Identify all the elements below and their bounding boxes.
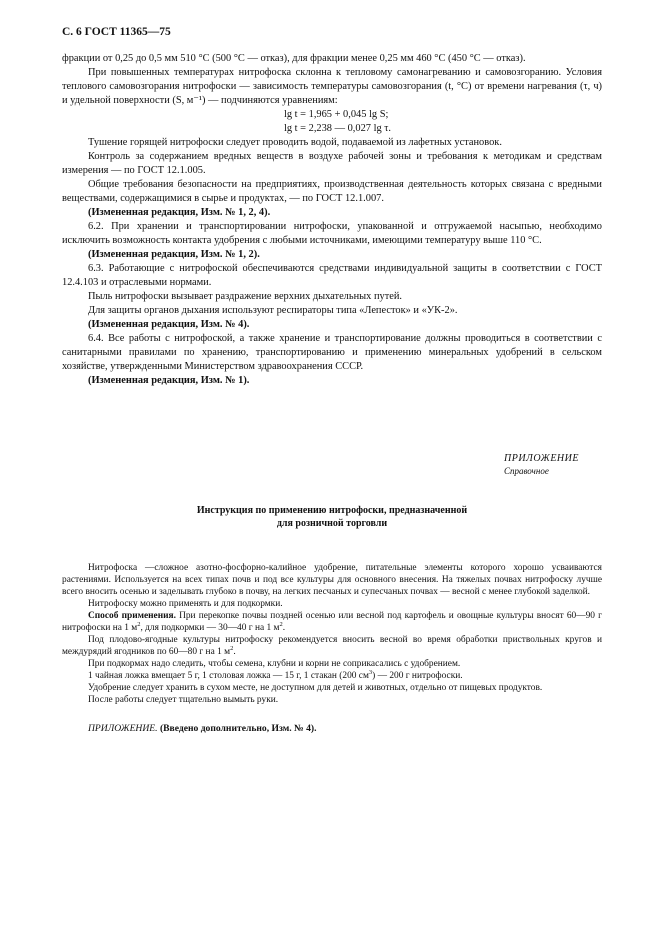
paragraph: Нитрофоску можно применять и для подкормки. bbox=[88, 599, 283, 609]
document-page bbox=[62, 26, 602, 736]
paragraph: После работы следует тщательно вымыть руки. bbox=[88, 695, 279, 705]
page-header: С. 6 ГОСТ 11365—75 bbox=[62, 26, 171, 38]
edition-note: (Измененная редакция, Изм. № 1, 2, 4). bbox=[88, 207, 271, 218]
paragraph: Для защиты органов дыхания используют респираторы типа «Лепесток» и «УК-2». bbox=[88, 305, 458, 316]
paragraph: Нитрофоска —сложное азотно-фосфорно-калийное удобрение, питательные элементы которого хорошо усваиваются растениями. Используется на всех типах почв и под все культуры для основного внесения. На тяжелых почвах нитрофоску лучше всего вносить осенью и заделывать глубоко в почву, на легких песчаных и супесчаных почвах — весной с менее глубокой заделкой. bbox=[62, 563, 602, 597]
formula-1: lg t = 1,965 + 0,045 lg S; bbox=[284, 109, 389, 120]
appendix-note: ПРИЛОЖЕНИЕ. (Введено дополнительно, Изм. № 4). bbox=[88, 723, 317, 734]
paragraph: 6.2. При хранении и транспортировании нитрофоски, упакованной и отгружаемой насыпью, необходимо исключить возможность контакта удобрения с любыми источниками, имеющими температуру выше 110 °С. bbox=[62, 221, 602, 246]
formula-2: lg t = 2,238 — 0,027 lg τ. bbox=[284, 123, 392, 134]
paragraph: При повышенных температурах нитрофоска склонна к тепловому самонагреванию и самовозгоранию. Условия теплового самовозгорания нитрофоски — зависимость температуры самовозгорания (t, °С) от времени нагревания (τ, ч) и удельной поверхности (S, м⁻¹) — подчиняются уравнениям: bbox=[62, 67, 602, 106]
paragraph: Под плодово-ягодные культуры нитрофоску рекомендуется вносить весной во время обработки приствольных кругов и междурядий ягодников по 60—80 г на 1 $м^2$. bbox=[62, 635, 602, 657]
paragraph: 6.3. Работающие с нитрофоской обеспечиваются средствами индивидуальной защиты в соответствии с ГОСТ 12.4.103 и отраслевыми нормами. bbox=[62, 263, 602, 288]
paragraph: Общие требования безопасности на предприятиях, производственная деятельность которых связана с вредными веществами, содержащимися в сырье и продуктах, — по ГОСТ 12.1.007. bbox=[62, 179, 602, 204]
edition-note: (Измененная редакция, Изм. № 4). bbox=[88, 319, 250, 330]
paragraph: 1 чайная ложка вмещает 5 г, 1 столовая ложка — 15 г, 1 стакан (200 $см^3$) — 200 г нитрофоски. bbox=[88, 668, 463, 681]
paragraph: Контроль за содержанием вредных веществ в воздухе рабочей зоны и требования к методикам и средствам измерения — по ГОСТ 12.1.005. bbox=[62, 151, 602, 176]
title-line: Инструкция по применению нитрофоски, предназначенной bbox=[196, 505, 468, 516]
instruction-title bbox=[62, 504, 602, 530]
appendix-title: ПРИЛОЖЕНИЕ bbox=[504, 453, 579, 464]
title-line: для розничной торговли bbox=[276, 518, 388, 529]
paragraph: Тушение горящей нитрофоски следует проводить водой, подаваемой из лафетных установок. bbox=[88, 137, 502, 148]
paragraph: Способ применения. При перекопке почвы поздней осенью или весной под картофель и овощные культуры вносят 60—90 г нитрофоски на 1 $м^2$, для подкормки — 30—40 г на 1 $м^2$. bbox=[62, 611, 602, 633]
instruction-body bbox=[62, 562, 602, 706]
bold-lead: Способ применения. bbox=[88, 611, 176, 621]
paragraph: При подкормах надо следить, чтобы семена, клубни и корни не соприкасались с удобрением. bbox=[88, 659, 461, 669]
edition-note: (Измененная редакция, Изм. № 1, 2). bbox=[88, 249, 260, 260]
appendix-label bbox=[504, 452, 602, 478]
edition-note: (Измененная редакция, Изм. № 1). bbox=[88, 375, 250, 386]
paragraph: Пыль нитрофоски вызывает раздражение верхних дыхательных путей. bbox=[88, 291, 403, 302]
paragraph: Удобрение следует хранить в сухом месте, не доступном для детей и животных, отдельно от пищевых продуктов. bbox=[88, 683, 543, 693]
paragraph: фракции от 0,25 до 0,5 мм 510 °С (500 °С — отказ), для фракции менее 0,25 мм 460 °С (450 °С — отказ). bbox=[62, 53, 526, 64]
appendix-type: Справочное bbox=[504, 466, 549, 476]
paragraph: 6.4. Все работы с нитрофоской, а также хранение и транспортирование должны проводиться в соответствии с санитарными правилами по хранению, транспортированию и применению минеральных удобрений в сельском хозяйстве, утвержденными Министерством здравоохранения СССР. bbox=[62, 333, 602, 372]
